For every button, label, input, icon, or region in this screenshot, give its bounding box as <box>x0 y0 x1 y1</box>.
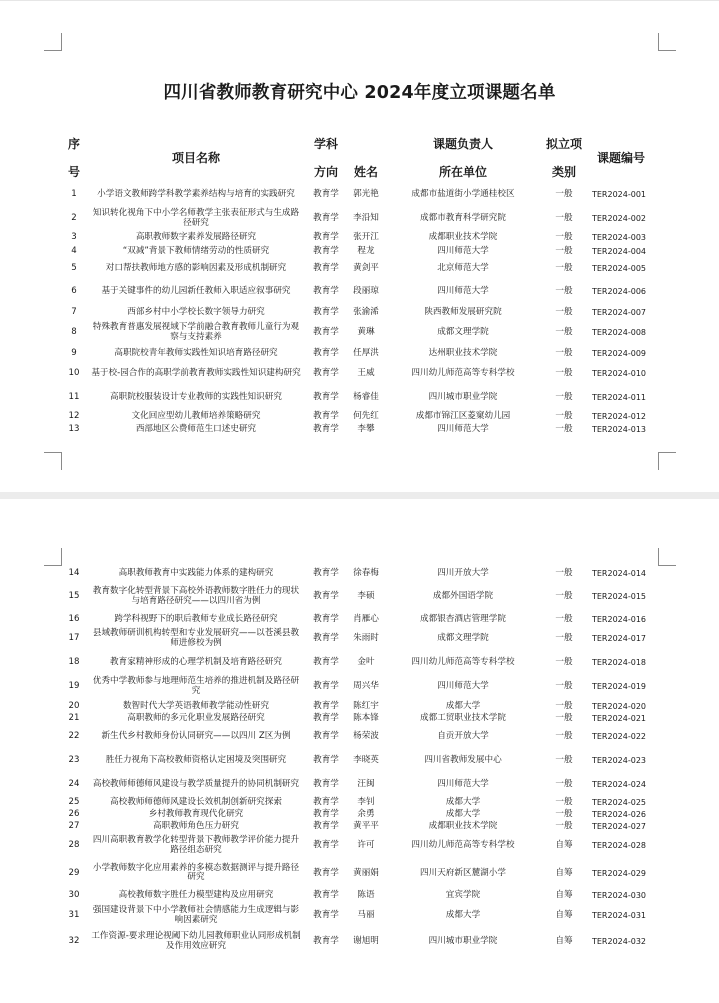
cell-code: TER2024-013 <box>591 424 646 434</box>
cell-project-name: “双减”背景下教师情绪劳动的性质研究 <box>122 246 270 257</box>
cell-code: TER2024-032 <box>591 937 646 947</box>
cell-category: 一般 <box>555 778 573 789</box>
header-project-name: 项目名称 <box>171 151 220 165</box>
cell-code: TER2024-021 <box>591 714 646 724</box>
cell-field: 教育学 <box>313 347 339 358</box>
cell-person: 郭光艳 <box>353 189 379 200</box>
cell-project-name: 数智时代大学英语教师教学能动性研究 <box>122 700 270 711</box>
cell-category: 一般 <box>555 754 573 765</box>
cell-person: 黄平平 <box>353 821 379 832</box>
cell-field: 教育学 <box>313 591 339 602</box>
cell-category: 一般 <box>555 657 573 668</box>
table-row <box>0 772 719 797</box>
cell-seq: 27 <box>68 821 80 832</box>
cell-code: TER2024-029 <box>591 868 646 878</box>
cell-seq: 18 <box>68 657 80 668</box>
table-row <box>0 566 719 581</box>
cell-category: 自筹 <box>555 936 573 947</box>
table-row <box>0 809 719 821</box>
cell-person: 杨睿佳 <box>353 392 379 403</box>
cell-category: 一般 <box>555 713 573 724</box>
cell-person: 杨荣波 <box>353 731 379 742</box>
cell-seq: 2 <box>71 213 77 224</box>
cell-category: 自筹 <box>555 910 573 921</box>
cell-project-name: 乡村教师教育现代化研究 <box>148 809 244 820</box>
cell-seq: 15 <box>68 591 80 602</box>
project-table-page-2 <box>0 566 719 956</box>
cell-category: 一般 <box>555 410 573 421</box>
cell-field: 教育学 <box>313 410 339 421</box>
cell-unit: 成都职业技术学院 <box>428 821 498 832</box>
cell-person: 金叶 <box>357 657 375 668</box>
cell-person: 李攀 <box>357 423 375 434</box>
cell-category: 一般 <box>555 392 573 403</box>
cell-project-name: 西部乡村中小学校长数字领导力研究 <box>127 307 265 318</box>
cell-code: TER2024-028 <box>591 841 646 851</box>
cell-person: 任厚洪 <box>353 347 379 358</box>
cell-person: 黄丽娟 <box>353 867 379 878</box>
cell-code: TER2024-001 <box>591 190 646 200</box>
cell-field: 教育学 <box>313 821 339 832</box>
crop-mark <box>658 452 676 470</box>
cell-field: 教育学 <box>313 910 339 921</box>
cell-project-name: 高职院校青年教师实践性知识培育路径研究 <box>114 347 278 358</box>
table-row <box>0 386 719 410</box>
table-row <box>0 797 719 809</box>
table-row <box>0 928 719 956</box>
cell-category: 一般 <box>555 423 573 434</box>
table-row <box>0 626 719 652</box>
cell-field: 教育学 <box>313 633 339 644</box>
cell-project-name: 新生代乡村教师身份认同研究——以四川 Z区为例 <box>101 731 291 742</box>
cell-person: 许可 <box>357 840 375 851</box>
cell-project-name: 强国建设背景下中小学教师社会情感能力生成逻辑与影响因素研究 <box>92 905 300 925</box>
cell-project-name: 高职教师数字素养发展路径研究 <box>135 232 257 243</box>
header-seq-top: 序 <box>67 137 80 151</box>
cell-category: 一般 <box>555 285 573 296</box>
cell-seq: 1 <box>71 189 77 200</box>
table-row <box>0 278 719 305</box>
header-unit: 所在单位 <box>438 165 487 179</box>
cell-seq: 31 <box>68 910 80 921</box>
table-row <box>0 613 719 626</box>
cell-unit: 宜宾学院 <box>445 890 481 901</box>
cell-field: 教育学 <box>313 754 339 765</box>
cell-code: TER2024-005 <box>591 263 646 273</box>
cell-category: 一般 <box>555 213 573 224</box>
cell-field: 教育学 <box>313 567 339 578</box>
cell-person: 王威 <box>357 368 375 379</box>
crop-mark <box>44 33 62 51</box>
cell-person: 余勇 <box>357 809 375 820</box>
cell-project-name: 对口帮扶教师地方感的影响因素及形成机制研究 <box>105 262 287 273</box>
cell-field: 教育学 <box>313 307 339 318</box>
cell-unit: 成都市盐道街小学通桂校区 <box>411 189 515 200</box>
cell-field: 教育学 <box>313 213 339 224</box>
cell-unit: 成都市教育科学研究院 <box>420 213 506 224</box>
cell-person: 汪闽 <box>357 778 375 789</box>
header-category-bottom: 类别 <box>551 165 576 179</box>
crop-mark <box>44 452 62 470</box>
cell-project-name: 西部地区公费师范生口述史研究 <box>135 423 257 434</box>
cell-person: 徐春梅 <box>353 567 379 578</box>
cell-field: 教育学 <box>313 657 339 668</box>
cell-category: 一般 <box>555 307 573 318</box>
table-row <box>0 207 719 231</box>
cell-project-name: 高校教师数字胜任力模型建构及应用研究 <box>118 890 274 901</box>
project-table-page-1 <box>0 183 719 436</box>
cell-person: 张开江 <box>353 232 379 243</box>
cell-person: 李钊 <box>357 797 375 808</box>
cell-seq: 9 <box>71 347 77 358</box>
cell-code: TER2024-004 <box>591 247 646 257</box>
cell-project-name: 高校教师师德师风建设长效机制创新研究探索 <box>110 797 282 808</box>
cell-seq: 21 <box>68 713 80 724</box>
cell-category: 自筹 <box>555 890 573 901</box>
cell-unit: 四川开放大学 <box>437 567 489 578</box>
cell-code: TER2024-010 <box>591 369 646 379</box>
cell-person: 陈语 <box>357 890 375 901</box>
cell-project-name: 高职教师角色压力研究 <box>153 821 239 832</box>
cell-seq: 25 <box>68 797 80 808</box>
cell-field: 教育学 <box>313 890 339 901</box>
cell-field: 教育学 <box>313 189 339 200</box>
cell-project-name: 优秀中学教师参与地理师范生培养的推进机制及路径研究 <box>92 676 300 696</box>
cell-unit: 陕西教师发展研究院 <box>424 307 502 318</box>
cell-seq: 13 <box>68 423 80 434</box>
cell-seq: 5 <box>71 262 77 273</box>
cell-unit: 四川师范大学 <box>437 681 489 692</box>
cell-category: 一般 <box>555 232 573 243</box>
cell-field: 教育学 <box>313 392 339 403</box>
cell-project-name: 教育家精神形成的心理学机制及培育路径研究 <box>110 657 282 668</box>
table-row <box>0 652 719 674</box>
cell-category: 一般 <box>555 368 573 379</box>
cell-person: 朱雨时 <box>353 633 379 644</box>
cell-category: 自筹 <box>555 840 573 851</box>
cell-person: 肖雁心 <box>353 613 379 624</box>
table-row <box>0 859 719 888</box>
table-row <box>0 423 719 436</box>
cell-person: 周兴华 <box>353 681 379 692</box>
cell-code: TER2024-007 <box>591 308 646 318</box>
cell-category: 一般 <box>555 681 573 692</box>
cell-seq: 17 <box>68 633 80 644</box>
header-field-bottom: 方向 <box>313 165 338 179</box>
cell-project-name: 胜任力视角下高校教师资格认定困境及突围研究 <box>105 754 287 765</box>
cell-field: 教育学 <box>313 700 339 711</box>
cell-seq: 20 <box>68 700 80 711</box>
cell-code: TER2024-008 <box>591 328 646 338</box>
table-row <box>0 581 719 613</box>
cell-project-name: 特殊教育普惠发展视域下学前融合教育教师儿童行为观察与支持素养 <box>92 322 300 342</box>
cell-field: 教育学 <box>313 246 339 257</box>
cell-field: 教育学 <box>313 936 339 947</box>
cell-category: 一般 <box>555 633 573 644</box>
cell-code: TER2024-025 <box>591 798 646 808</box>
table-row <box>0 700 719 713</box>
cell-category: 一般 <box>555 700 573 711</box>
cell-unit: 四川城市职业学院 <box>428 936 498 947</box>
cell-project-name: 高职教师的多元化职业发展路径研究 <box>127 713 265 724</box>
cell-unit: 成都大学 <box>445 910 481 921</box>
cell-code: TER2024-018 <box>591 658 646 668</box>
cell-project-name: 县域教师研训机构转型和专业发展研究——以苍溪县教师进修校为例 <box>92 628 300 648</box>
document-page-1 <box>0 0 719 493</box>
cell-field: 教育学 <box>313 867 339 878</box>
cell-code: TER2024-017 <box>591 634 646 644</box>
table-row <box>0 725 719 749</box>
cell-project-name: 小学语文教师跨学科教学素养结构与培育的实践研究 <box>97 189 295 200</box>
cell-unit: 四川城市职业学院 <box>428 392 498 403</box>
cell-seq: 26 <box>68 809 80 820</box>
cell-field: 教育学 <box>313 797 339 808</box>
table-row <box>0 904 719 928</box>
cell-unit: 成都外国语学院 <box>432 591 494 602</box>
cell-unit: 四川师范大学 <box>437 246 489 257</box>
table-row <box>0 749 719 772</box>
header-field-top: 学科 <box>313 137 338 151</box>
cell-unit: 成都大学 <box>445 797 481 808</box>
table-row <box>0 674 719 700</box>
cell-category: 一般 <box>555 591 573 602</box>
cell-unit: 北京师范大学 <box>437 262 489 273</box>
header-person-name: 姓名 <box>353 165 378 179</box>
cell-code: TER2024-019 <box>591 682 646 692</box>
table-row <box>0 345 719 362</box>
cell-code: TER2024-030 <box>591 891 646 901</box>
cell-project-name: 教育数字化转型背景下高校外语教师数字胜任力的现状与培育路径研究——以四川省为例 <box>92 586 300 606</box>
cell-person: 马丽 <box>357 910 375 921</box>
cell-seq: 32 <box>68 936 80 947</box>
cell-code: TER2024-023 <box>591 755 646 765</box>
cell-code: TER2024-006 <box>591 286 646 296</box>
cell-seq: 12 <box>68 410 80 421</box>
cell-unit: 成都大学 <box>445 700 481 711</box>
cell-project-name: 高校教师师德师风建设与教学质量提升的协同机制研究 <box>92 778 300 789</box>
cell-project-name: 高职教师教育中实践能力体系的建构研究 <box>118 567 274 578</box>
cell-person: 段丽琼 <box>353 285 379 296</box>
cell-field: 教育学 <box>313 809 339 820</box>
table-row <box>0 231 719 245</box>
cell-unit: 成都市锦江区菱窠幼儿园 <box>415 410 511 421</box>
cell-field: 教育学 <box>313 327 339 338</box>
cell-seq: 3 <box>71 232 77 243</box>
cell-seq: 22 <box>68 731 80 742</box>
cell-code: TER2024-022 <box>591 732 646 742</box>
cell-code: TER2024-011 <box>591 393 646 403</box>
cell-category: 一般 <box>555 189 573 200</box>
cell-unit: 成都文理学院 <box>437 327 489 338</box>
cell-person: 陈本锋 <box>353 713 379 724</box>
cell-field: 教育学 <box>313 840 339 851</box>
cell-seq: 6 <box>71 285 77 296</box>
page-separator <box>0 492 719 499</box>
cell-field: 教育学 <box>313 423 339 434</box>
cell-project-name: 基于关键事件的幼儿园新任教师入职适应叙事研究 <box>101 285 291 296</box>
cell-code: TER2024-009 <box>591 348 646 358</box>
cell-unit: 成都工贸职业技术学院 <box>420 713 506 724</box>
cell-unit: 四川师范大学 <box>437 285 489 296</box>
cell-category: 一般 <box>555 731 573 742</box>
cell-project-name: 工作资源-要求理论视阈下幼儿园教师职业认同形成机制及作用效应研究 <box>91 931 301 951</box>
cell-field: 教育学 <box>313 368 339 379</box>
cell-field: 教育学 <box>313 731 339 742</box>
cell-unit: 四川幼儿师范高等专科学校 <box>411 657 515 668</box>
cell-unit: 四川师范大学 <box>437 423 489 434</box>
cell-category: 自筹 <box>555 867 573 878</box>
cell-code: TER2024-031 <box>591 911 646 921</box>
cell-category: 一般 <box>555 567 573 578</box>
cell-seq: 19 <box>68 681 80 692</box>
cell-seq: 7 <box>71 307 77 318</box>
cell-seq: 24 <box>68 778 80 789</box>
cell-field: 教育学 <box>313 285 339 296</box>
cell-unit: 四川省教师发展中心 <box>424 754 502 765</box>
header-code: 课题编号 <box>596 151 645 165</box>
cell-category: 一般 <box>555 809 573 820</box>
table-row <box>0 245 719 259</box>
cell-unit: 四川幼儿师范高等专科学校 <box>411 840 515 851</box>
cell-unit: 成都银杏酒店管理学院 <box>420 613 506 624</box>
table-row <box>0 821 719 833</box>
header-lead: 课题负责人 <box>432 137 493 151</box>
cell-seq: 29 <box>68 867 80 878</box>
header-seq-bottom: 号 <box>67 165 80 179</box>
cell-category: 一般 <box>555 821 573 832</box>
table-row <box>0 183 719 207</box>
cell-person: 黄琳 <box>357 327 375 338</box>
cell-seq: 30 <box>68 890 80 901</box>
cell-project-name: 文化回应型幼儿教师培养策略研究 <box>131 410 261 421</box>
cell-code: TER2024-016 <box>591 614 646 624</box>
cell-person: 黄剑平 <box>353 262 379 273</box>
cell-person: 谢旭明 <box>353 936 379 947</box>
cell-category: 一般 <box>555 262 573 273</box>
cell-person: 李硕 <box>357 591 375 602</box>
cell-category: 一般 <box>555 246 573 257</box>
cell-code: TER2024-014 <box>591 568 646 578</box>
cell-project-name: 高职院校服装设计专业教师的实践性知识研究 <box>110 392 282 403</box>
document-page-2 <box>0 499 719 1003</box>
cell-seq: 23 <box>68 754 80 765</box>
cell-code: TER2024-012 <box>591 411 646 421</box>
cell-seq: 28 <box>68 840 80 851</box>
cell-category: 一般 <box>555 327 573 338</box>
table-row <box>0 321 719 345</box>
cell-person: 何先红 <box>353 410 379 421</box>
cell-code: TER2024-027 <box>591 822 646 832</box>
cell-code: TER2024-002 <box>591 214 646 224</box>
cell-person: 李晓英 <box>353 754 379 765</box>
cell-code: TER2024-015 <box>591 592 646 602</box>
cell-person: 李沿知 <box>353 213 379 224</box>
cell-code: TER2024-020 <box>591 701 646 711</box>
cell-seq: 14 <box>68 567 80 578</box>
cell-unit: 自贡开放大学 <box>437 731 489 742</box>
cell-project-name: 四川高职教育教学化转型背景下教师教学评价能力提升路径组态研究 <box>92 835 300 855</box>
cell-project-name: 小学教师数字化应用素养的多模态数据测评与提升路径研究 <box>92 862 300 883</box>
cell-category: 一般 <box>555 797 573 808</box>
cell-unit: 四川师范大学 <box>437 778 489 789</box>
cell-field: 教育学 <box>313 778 339 789</box>
cell-unit: 成都文理学院 <box>437 633 489 644</box>
cell-field: 教育学 <box>313 232 339 243</box>
cell-code: TER2024-003 <box>591 233 646 243</box>
cell-category: 一般 <box>555 347 573 358</box>
table-row <box>0 410 719 423</box>
cell-unit: 四川幼儿师范高等专科学校 <box>411 368 515 379</box>
table-row <box>0 305 719 321</box>
cell-unit: 成都职业技术学院 <box>428 232 498 243</box>
cell-project-name: 跨学科视野下的职后教师专业成长路径研究 <box>114 613 278 624</box>
cell-code: TER2024-024 <box>591 779 646 789</box>
table-row <box>0 833 719 859</box>
cell-unit: 四川天府新区麓湖小学 <box>420 867 506 878</box>
cell-category: 一般 <box>555 613 573 624</box>
cell-person: 程龙 <box>357 246 375 257</box>
cell-field: 教育学 <box>313 262 339 273</box>
crop-mark <box>658 33 676 51</box>
document-title: 四川省教师教育研究中心 2024年度立项课题名单 <box>163 83 556 103</box>
table-row <box>0 713 719 725</box>
cell-seq: 8 <box>71 327 77 338</box>
cell-unit: 成都大学 <box>445 809 481 820</box>
cell-seq: 11 <box>68 392 80 403</box>
cell-project-name: 基于校-园合作的高职学前教育教师实践性知识建构研究 <box>91 368 301 379</box>
cell-field: 教育学 <box>313 713 339 724</box>
cell-project-name: 知识转化视角下中小学名师教学主张表征形式与生成路径研究 <box>92 208 300 228</box>
table-row <box>0 888 719 904</box>
table-row <box>0 259 719 278</box>
cell-field: 教育学 <box>313 613 339 624</box>
header-category-top: 拟立项 <box>545 137 582 151</box>
cell-person: 张渝浠 <box>353 307 379 318</box>
cell-field: 教育学 <box>313 681 339 692</box>
cell-seq: 16 <box>68 613 80 624</box>
crop-mark <box>44 548 62 566</box>
cell-code: TER2024-026 <box>591 810 646 820</box>
table-row <box>0 362 719 386</box>
cell-seq: 10 <box>68 368 80 379</box>
cell-seq: 4 <box>71 246 77 257</box>
crop-mark <box>658 548 676 566</box>
cell-person: 陈红宇 <box>353 700 379 711</box>
cell-unit: 达州职业技术学院 <box>428 347 498 358</box>
